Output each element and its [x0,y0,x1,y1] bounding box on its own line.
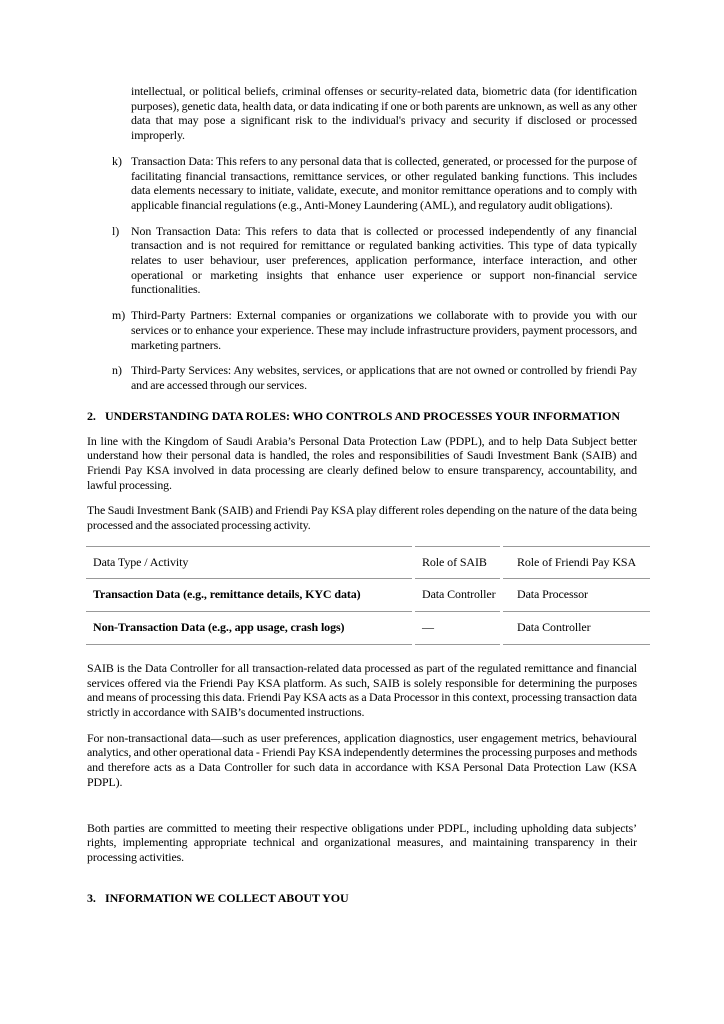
table-cell-saib-role: — [415,612,500,645]
table-cell-friendi-role: Data Processor [503,579,650,612]
table-cell-saib-role: Data Controller [415,579,500,612]
table-header-row [86,546,650,579]
section-number: 3. [87,890,96,905]
paragraph-pdpl-roles: In line with the Kingdom of Saudi Arabia’s Personal Data Protection Law (PDPL), and to help Data Subject better understand how their personal data is handled, the roles and responsibilities of Saudi Investment Bank (SAIB) and Friendi Pay KSA involved in data processing are clearly defined below to ensure transparency, accountability, and lawful processing. [87,433,637,492]
table-cell-friendi-role: Data Controller [503,612,650,645]
paragraph-sensitive-data-continuation: intellectual, or political beliefs, criminal offenses or security-related data, biometric data (for identification purposes), genetic data, health data, or data indicating if one or both parents are unknown, as well as any other data that may pose a significant risk to the individual's privacy and security if disclosed or processed improperly. [131,84,637,143]
table-row-non-transaction-data [86,612,650,645]
table-header-data-type: Data Type / Activity [86,546,412,579]
list-item-third-party-services [87,363,637,392]
list-item-text: Transaction Data: This refers to any personal data that is collected, generated, or processed for the purpose of facilitating financial transactions, remittance services, or other regulated banking functions. This includes data elements necessary to initiate, validate, execute, and monitor remittance operations and to comply with applicable financial regulations (e.g., Anti-Money Laundering (AML), and regulatory audit obligations). [131,153,637,212]
paragraph-non-transactional: For non-transactional data—such as user preferences, application diagnostics, user engagement metrics, behavioural analytics, and other operational data - Friendi Pay KSA independently determines the processing purposes and methods and therefore acts as a Data Controller for such data in accordance with KSA Personal Data Protection Law (KSA PDPL). [87,730,637,789]
paragraph-roles-depend: The Saudi Investment Bank (SAIB) and Friendi Pay KSA play different roles depending on the nature of the data being processed and the associated processing activity. [87,503,637,533]
list-item-third-party-partners [87,308,637,352]
section-number: 2. [87,408,96,423]
section-title: INFORMATION WE COLLECT ABOUT YOU [105,890,349,905]
list-item-transaction-data [87,154,637,213]
table-row-transaction-data [86,579,650,612]
paragraph-both-parties: Both parties are committed to meeting their respective obligations under PDPL, including upholding data subjects’ rights, implementing appropriate technical and organizational measures, and maintaining transparency in their processing activities. [87,820,637,864]
table-header-role-saib: Role of SAIB [415,546,500,579]
list-item-text: Non Transaction Data: This refers to data that is collected or processed independently of any financial transaction and is not required for remittance or regulated banking activities. This type of data typically relates to user behaviour, user preferences, application performance, interface interaction, and other operational or marketing insights that enhance user experience or support non-financial service functionalities. [131,223,637,297]
table-header-role-friendi: Role of Friendi Pay KSA [503,546,650,579]
table-cell-non-transaction-label: Non-Transaction Data (e.g., app usage, crash logs) [86,612,412,645]
list-item-text: Third-Party Services: Any websites, services, or applications that are not owned or controlled by friendi Pay and are accessed through our services. [131,363,637,392]
list-marker: n) [112,363,122,378]
list-item-text: Third-Party Partners: External companies or organizations we collaborate with to provide you with our services or to enhance your experience. These may include infrastructure providers, payment processors, and marketing partners. [131,308,637,352]
document-content [87,84,637,916]
list-marker: m) [112,308,126,323]
section-2-heading [87,409,637,424]
paragraph-saib-controller: SAIB is the Data Controller for all transaction-related data processed as part of the regulated remittance and financial services offered via the Friendi Pay KSA platform. As such, SAIB is solely responsible for determining the purposes and means of processing this data. Friendi Pay KSA acts as a Data Processor in this context, processing transaction data strictly in accordance with SAIB’s documented instructions. [87,660,637,719]
list-item-non-transaction-data [87,224,637,298]
data-roles-table [83,546,653,645]
table-cell-transaction-label: Transaction Data (e.g., remittance details, KYC data) [86,579,412,612]
list-marker: l) [112,223,120,238]
list-marker: k) [112,153,122,168]
section-title: UNDERSTANDING DATA ROLES: WHO CONTROLS AND PROCESSES YOUR INFORMATION [105,408,620,423]
section-3-heading [87,891,637,906]
